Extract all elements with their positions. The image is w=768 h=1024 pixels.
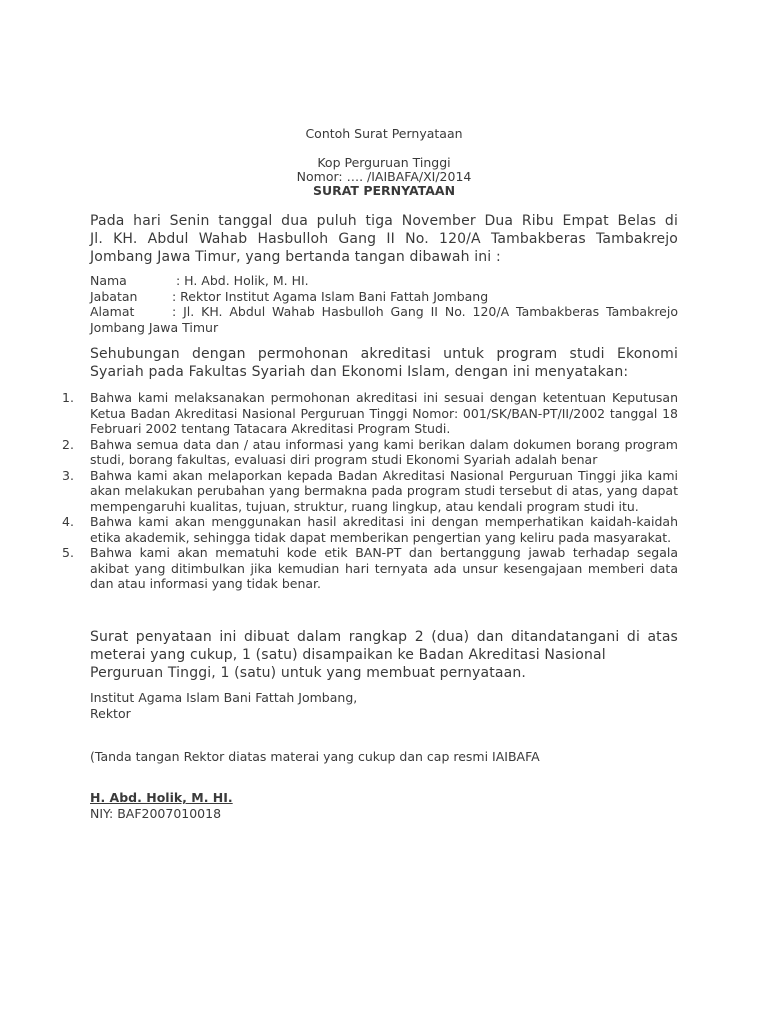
- identity-position-row: [90, 289, 678, 305]
- closing-line-2: meterai yang cukup, 1 (satu) disampaikan ke Badan Akreditasi Nasional: [90, 647, 606, 663]
- list-item-text: Bahwa semua data dan / atau informasi yang kami berikan dalam dokumen borang program studi, borang fakultas, evaluasi diri program studi Ekonomi Syariah adalah benar: [90, 436, 678, 467]
- intro-line-2: Jl. KH. Abdul Wahab Hasbulloh Gang II No. 120/A Tambakberas Tambakrejo: [90, 231, 678, 247]
- position-label: Jabatan: [90, 288, 138, 304]
- intro-paragraph: [90, 212, 678, 266]
- address-label: Alamat: [90, 304, 135, 319]
- list-item: [62, 468, 678, 515]
- signatory-block: [90, 790, 678, 821]
- list-item: [62, 514, 678, 545]
- letter-heading: SURAT PERNYATAAN: [312, 183, 456, 198]
- closing-line-3: Perguruan Tinggi, 1 (satu) untuk yang membuat pernyataan.: [90, 665, 526, 681]
- name-label: Nama: [90, 273, 127, 288]
- signature-institution: Institut Agama Islam Bani Fattah Jombang,: [90, 690, 358, 705]
- intro-line-3: Jombang Jawa Timur, yang bertanda tangan dibawah ini :: [90, 249, 501, 265]
- letterhead-placeholder: Kop Perguruan Tinggi: [317, 155, 451, 170]
- list-item: [62, 437, 678, 468]
- list-item-text: Bahwa kami melaksanakan permohonan akreditasi ini sesuai dengan ketentuan Keputusan Ketua Badan Akreditasi Nasional Perguruan Tinggi Nomor: 001/SK/BAN-PT/II/2002 tanggal 18 Februari 2002 tentang Tatacara Akreditasi Program Studi.: [90, 390, 678, 436]
- name-value: : H. Abd. Holik, M. HI.: [176, 273, 309, 288]
- closing-paragraph: [90, 628, 678, 682]
- signature-position: Rektor: [90, 705, 131, 721]
- list-item-number: 3.: [62, 467, 74, 483]
- purpose-paragraph: [90, 345, 678, 381]
- list-item-text: Bahwa kami akan menggunakan hasil akreditasi ini dengan memperhatikan kaidah-kaidah etika akademik, sehingga tidak dapat memberikan pengertian yang keliru pada masyarakat.: [90, 514, 678, 545]
- address-value: [90, 304, 678, 335]
- list-item-number: 2.: [62, 436, 74, 452]
- statements-list: [62, 390, 678, 592]
- list-item-number: 4.: [62, 514, 74, 529]
- closing-line-1: Surat penyataan ini dibuat dalam rangkap 2 (dua) dan ditandatangani di atas: [90, 629, 678, 645]
- document-title: Contoh Surat Pernyataan: [305, 126, 463, 141]
- signatory-niy: NIY: BAF2007010018: [90, 805, 222, 821]
- identity-block: [90, 273, 678, 335]
- signature-note: (Tanda tangan Rektor diatas materai yang cukup dan cap resmi IAIBAFA: [90, 749, 540, 764]
- list-item-text: Bahwa kami akan mematuhi kode etik BAN-PT dan bertanggung jawab terhadap segala akibat yang ditimbulkan jika kemudian hari ternyata ada unsur kesengajaan memberi data dan atau informasi yang tidak benar.: [90, 545, 678, 591]
- signatory-name: H. Abd. Holik, M. HI.: [90, 790, 233, 805]
- intro-line-1: Pada hari Senin tanggal dua puluh tiga November Dua Ribu Empat Belas di: [90, 213, 678, 229]
- list-item: [62, 390, 678, 437]
- position-value: : Rektor Institut Agama Islam Bani Fattah Jombang: [172, 288, 489, 304]
- address-text: : Jl. KH. Abdul Wahab Hasbulloh Gang II No. 120/A Tambakberas Tambakrejo Jombang Jawa Timur: [90, 304, 678, 335]
- list-item-number: 1.: [62, 390, 74, 405]
- letter-number: Nomor: …. /IAIBAFA/XI/2014: [296, 169, 472, 184]
- list-item: [62, 545, 678, 592]
- purpose-line-1: Sehubungan dengan permohonan akreditasi untuk program studi Ekonomi: [90, 346, 678, 362]
- purpose-line-2: Syariah pada Fakultas Syariah dan Ekonomi Islam, dengan ini menyatakan:: [90, 364, 629, 380]
- list-item-text: Bahwa kami akan melaporkan kepada Badan Akreditasi Nasional Perguruan Tinggi jika kami akan melakukan perubahan yang bermakna pada program studi tersebut di atas, yang dapat mempengaruhi kualitas, tujuan, struktur, ruang lingkup, atau kendali program studi itu.: [90, 467, 678, 514]
- identity-name-row: [90, 273, 678, 289]
- list-item-number: 5.: [62, 545, 74, 560]
- signature-block: [90, 690, 678, 721]
